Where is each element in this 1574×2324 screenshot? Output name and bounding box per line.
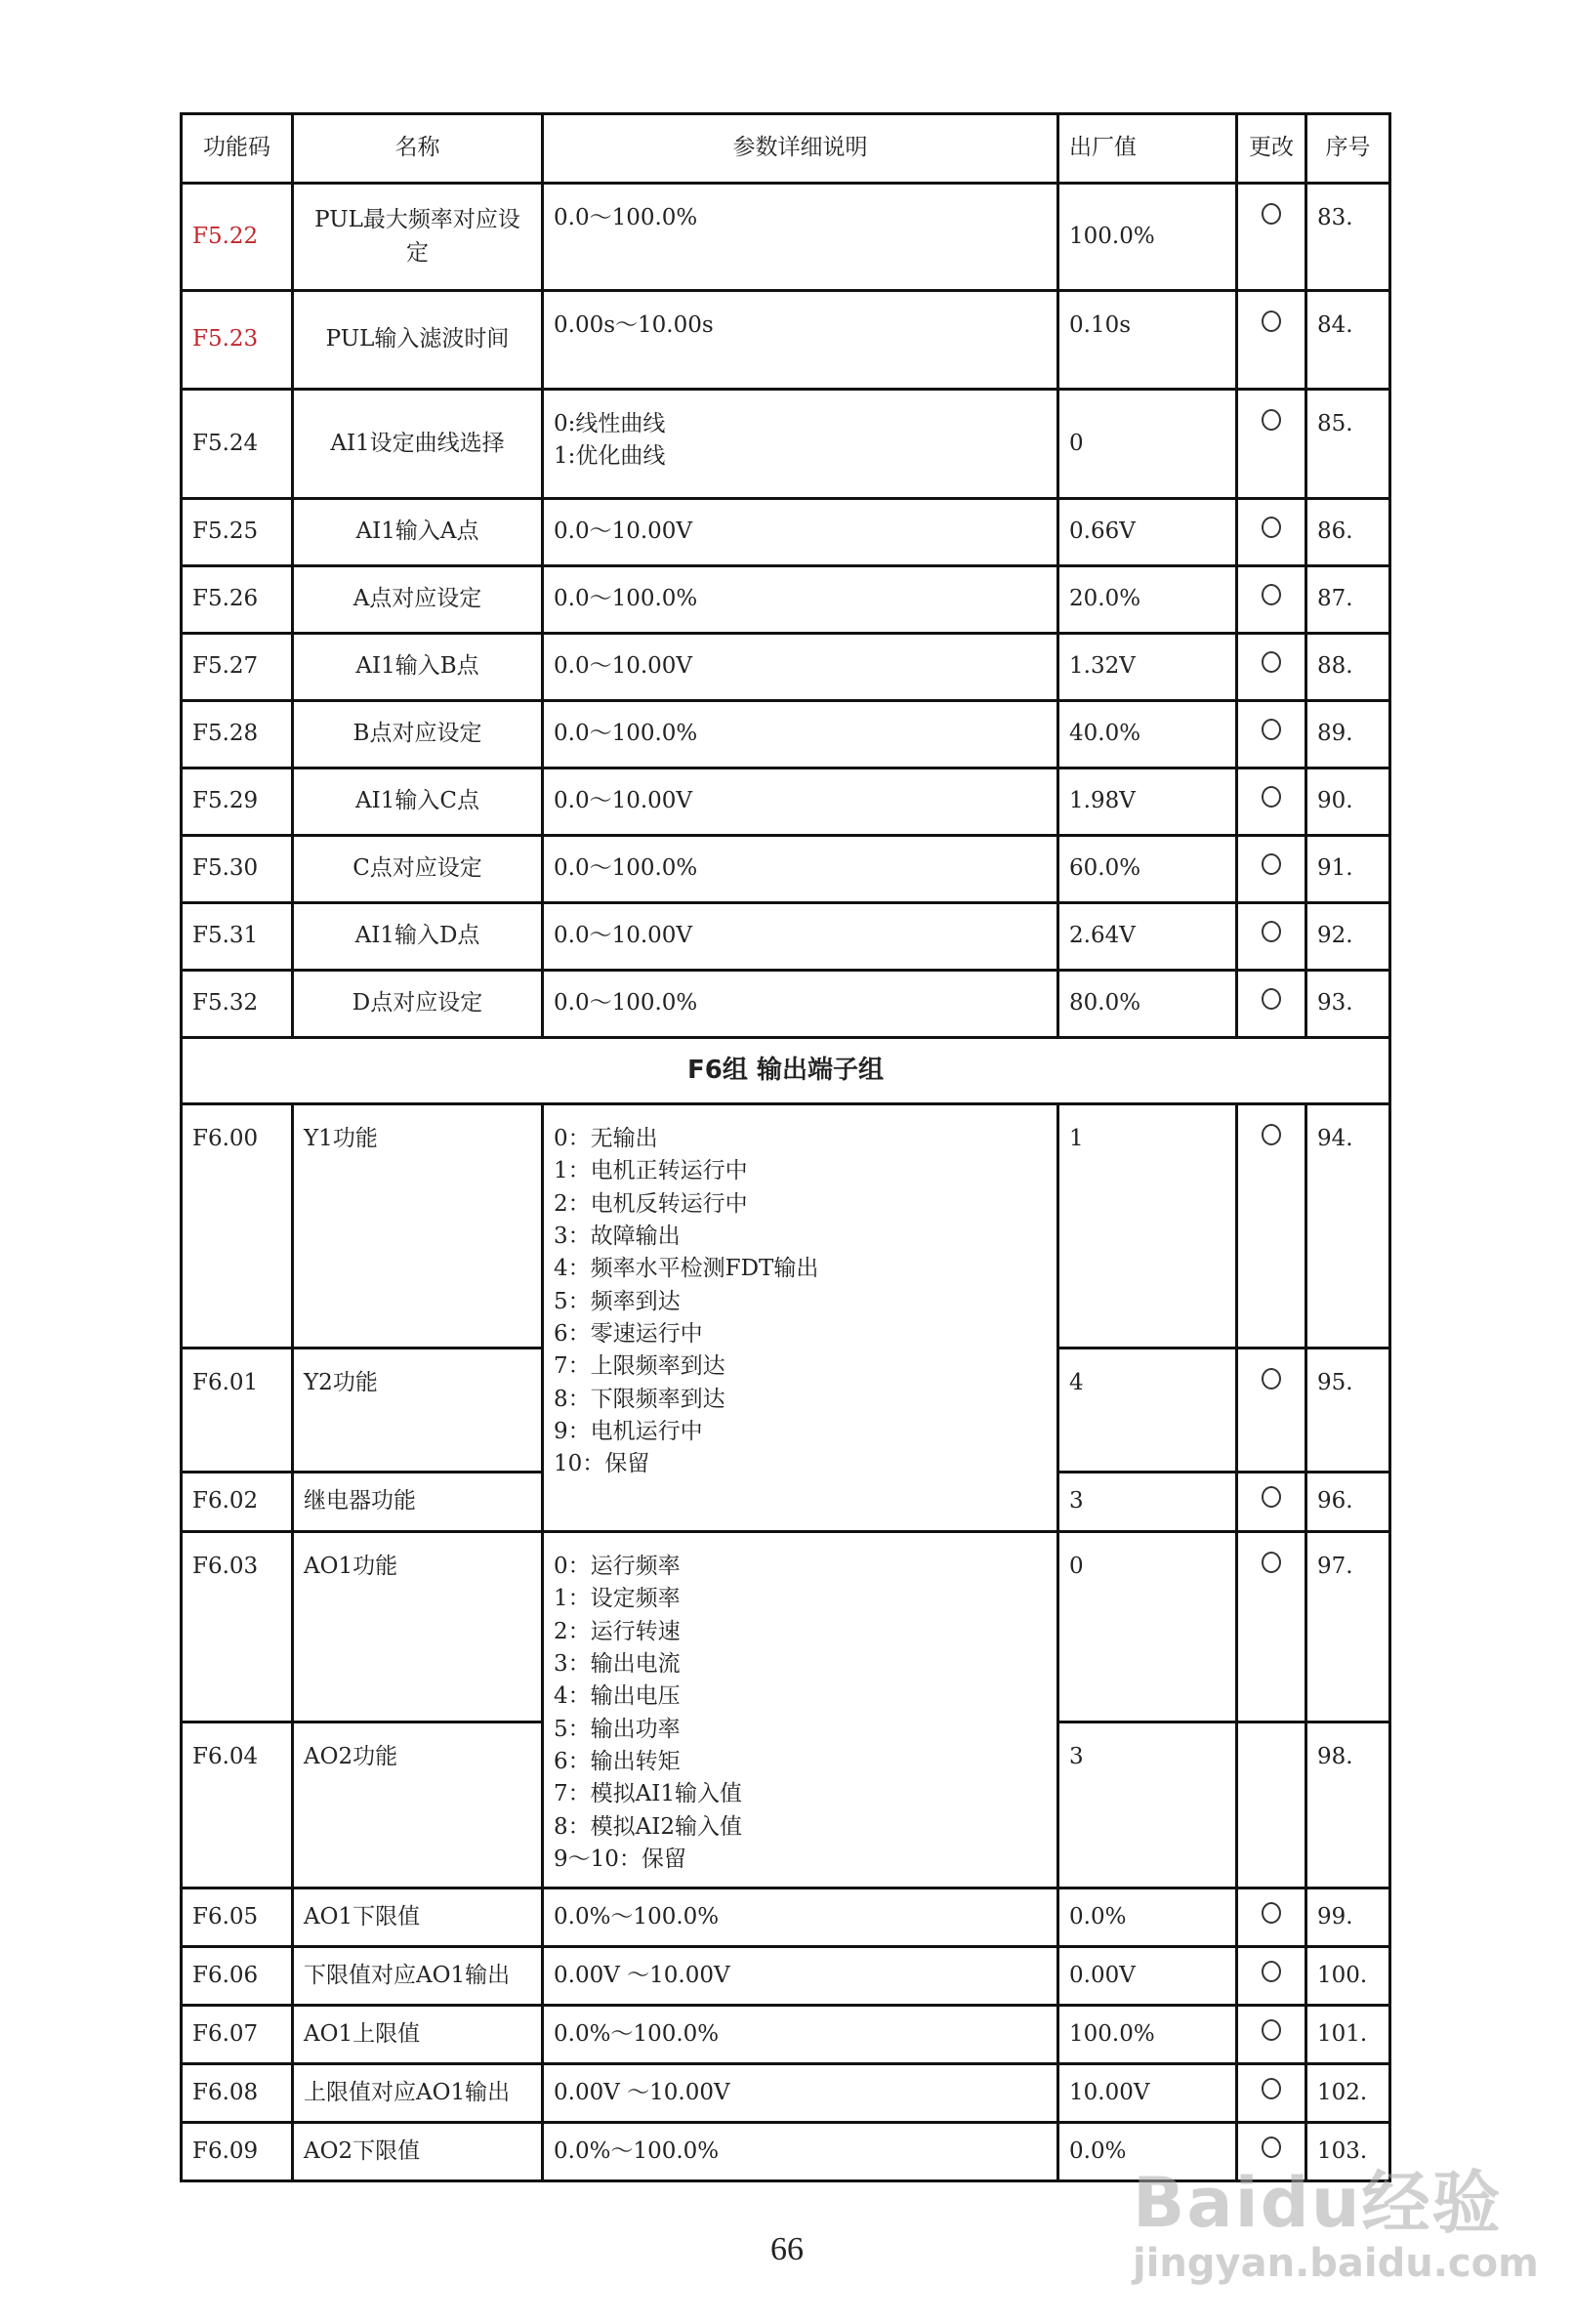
description-line: 0.00V ～10.00V xyxy=(554,1962,730,1988)
factory-default: 0.10s xyxy=(1058,291,1237,390)
function-code: F6.04 xyxy=(182,1722,293,1888)
row-index: 89. xyxy=(1306,701,1390,768)
change-indicator xyxy=(1237,1473,1306,1532)
circle-icon xyxy=(1262,1486,1281,1508)
header-index: 序号 xyxy=(1306,114,1390,184)
group-header-row xyxy=(182,1038,1390,1104)
description-line: 5：输出功率 xyxy=(554,1716,681,1742)
change-indicator xyxy=(1237,1349,1306,1473)
function-code: F5.30 xyxy=(182,836,293,903)
change-indicator xyxy=(1237,2006,1306,2064)
param-name: Y2功能 xyxy=(293,1349,543,1473)
description-line: 0：运行频率 xyxy=(554,1554,681,1579)
row-index: 100. xyxy=(1306,1947,1390,2006)
row-index: 91. xyxy=(1306,836,1390,903)
factory-default: 0.0% xyxy=(1058,1888,1237,1947)
factory-default: 40.0% xyxy=(1058,701,1237,768)
param-name: AI1输入B点 xyxy=(293,634,543,701)
group-title: F6组 输出端子组 xyxy=(182,1038,1390,1104)
param-name: B点对应设定 xyxy=(293,701,543,768)
table-row xyxy=(182,971,1390,1038)
description-line: 0.0～100.0% xyxy=(554,990,698,1017)
param-description xyxy=(543,2123,1058,2181)
description-line: 4：频率水平检测FDT输出 xyxy=(554,1256,819,1282)
function-code: F5.31 xyxy=(182,903,293,971)
param-name: D点对应设定 xyxy=(293,971,543,1038)
description-line: 0.00s～10.00s xyxy=(554,312,714,338)
function-code: F5.22 xyxy=(182,184,293,291)
description-line: 0.0～10.00V xyxy=(554,519,693,545)
function-code: F5.23 xyxy=(182,291,293,390)
factory-default: 2.64V xyxy=(1058,903,1237,971)
param-name: AO2功能 xyxy=(293,1722,543,1888)
change-indicator xyxy=(1237,634,1306,701)
param-name: Y1功能 xyxy=(293,1104,543,1349)
circle-icon xyxy=(1262,1902,1281,1924)
change-indicator xyxy=(1237,768,1306,836)
row-index: 85. xyxy=(1306,390,1390,499)
circle-icon xyxy=(1262,719,1281,740)
factory-default: 1.98V xyxy=(1058,768,1237,836)
row-index: 88. xyxy=(1306,634,1390,701)
param-description xyxy=(543,566,1058,634)
factory-default: 0.66V xyxy=(1058,499,1237,566)
row-index: 92. xyxy=(1306,903,1390,971)
change-indicator xyxy=(1237,1947,1306,2006)
factory-default: 60.0% xyxy=(1058,836,1237,903)
table-row xyxy=(182,1888,1390,1947)
factory-default: 0 xyxy=(1058,1532,1237,1722)
function-code: F6.01 xyxy=(182,1349,293,1473)
circle-icon xyxy=(1262,203,1281,225)
factory-default: 10.00V xyxy=(1058,2064,1237,2123)
param-description xyxy=(543,971,1058,1038)
factory-default: 0 xyxy=(1058,390,1237,499)
change-indicator xyxy=(1237,184,1306,291)
function-code: F5.28 xyxy=(182,701,293,768)
factory-default: 4 xyxy=(1058,1349,1237,1473)
param-name: AI1输入C点 xyxy=(293,768,543,836)
param-description xyxy=(543,836,1058,903)
row-index: 102. xyxy=(1306,2064,1390,2123)
row-index: 83. xyxy=(1306,184,1390,291)
circle-icon xyxy=(1262,921,1281,942)
description-line: 2：电机反转运行中 xyxy=(554,1190,748,1217)
circle-icon xyxy=(1262,2019,1281,2041)
change-indicator xyxy=(1237,971,1306,1038)
table-row xyxy=(182,701,1390,768)
table-row xyxy=(182,566,1390,634)
description-line: 0.00V ～10.00V xyxy=(554,2079,730,2105)
description-line: 7：上限频率到达 xyxy=(554,1353,725,1380)
function-code: F6.07 xyxy=(182,2006,293,2064)
description-line: 7：模拟AI1输入值 xyxy=(554,1781,742,1807)
description-line: 0:线性曲线 xyxy=(554,411,666,436)
circle-icon xyxy=(1262,1961,1281,1982)
function-code: F6.05 xyxy=(182,1888,293,1947)
function-code: F5.25 xyxy=(182,499,293,566)
description-line: 4：输出电压 xyxy=(554,1683,681,1710)
change-indicator xyxy=(1237,2064,1306,2123)
param-description xyxy=(543,1947,1058,2006)
change-indicator xyxy=(1237,390,1306,499)
circle-icon xyxy=(1262,1368,1281,1390)
table-row xyxy=(182,1104,1390,1349)
row-index: 87. xyxy=(1306,566,1390,634)
circle-icon xyxy=(1262,584,1281,605)
param-description xyxy=(543,291,1058,390)
description-line: 0.0%～100.0% xyxy=(554,2137,720,2164)
param-description xyxy=(543,701,1058,768)
param-name: C点对应设定 xyxy=(293,836,543,903)
function-code: F6.09 xyxy=(182,2123,293,2181)
row-index: 97. xyxy=(1306,1532,1390,1722)
description-line: 3：输出电流 xyxy=(554,1651,681,1678)
description-line: 8：下限频率到达 xyxy=(554,1386,725,1412)
function-code: F6.00 xyxy=(182,1104,293,1349)
parameter-table xyxy=(180,112,1391,2182)
param-description xyxy=(543,903,1058,971)
circle-icon xyxy=(1262,651,1281,673)
description-line: 0.0～100.0% xyxy=(554,721,698,747)
row-index: 95. xyxy=(1306,1349,1390,1473)
baidu-watermark xyxy=(1133,2148,1539,2286)
table-header-row xyxy=(182,114,1390,184)
table-row xyxy=(182,2064,1390,2123)
description-line: 0.0～10.00V xyxy=(554,653,693,680)
header-code: 功能码 xyxy=(182,114,293,184)
param-description xyxy=(543,390,1058,499)
factory-default: 1 xyxy=(1058,1104,1237,1349)
header-default: 出厂值 xyxy=(1058,114,1237,184)
change-indicator xyxy=(1237,701,1306,768)
circle-icon xyxy=(1262,409,1281,431)
factory-default: 80.0% xyxy=(1058,971,1237,1038)
row-index: 90. xyxy=(1306,768,1390,836)
param-description xyxy=(543,2064,1058,2123)
description-line: 0.0～10.00V xyxy=(554,923,693,949)
circle-icon xyxy=(1262,1552,1281,1573)
row-index: 94. xyxy=(1306,1104,1390,1349)
watermark-url: jingyan.baidu.com xyxy=(1133,2241,1539,2286)
function-code: F5.27 xyxy=(182,634,293,701)
table-row xyxy=(182,1532,1390,1722)
param-name: AO1功能 xyxy=(293,1532,543,1722)
function-code: F6.03 xyxy=(182,1532,293,1722)
description-line: 0.0～100.0% xyxy=(554,586,698,612)
param-description xyxy=(543,499,1058,566)
description-line: 9～10：保留 xyxy=(554,1847,686,1873)
change-indicator xyxy=(1237,291,1306,390)
param-name: PUL输入滤波时间 xyxy=(293,291,543,390)
description-line: 1：设定频率 xyxy=(554,1586,681,1612)
row-index: 101. xyxy=(1306,2006,1390,2064)
factory-default: 3 xyxy=(1058,1722,1237,1888)
circle-icon xyxy=(1262,311,1281,332)
function-code: F5.29 xyxy=(182,768,293,836)
param-description xyxy=(543,1104,1058,1532)
factory-default: 1.32V xyxy=(1058,634,1237,701)
function-code: F6.02 xyxy=(182,1473,293,1532)
circle-icon xyxy=(1262,853,1281,875)
circle-icon xyxy=(1262,786,1281,808)
table-row xyxy=(182,836,1390,903)
param-name: AO2下限值 xyxy=(293,2123,543,2181)
description-line: 2：运行转速 xyxy=(554,1618,681,1644)
description-line: 0.0～10.00V xyxy=(554,788,693,814)
param-description xyxy=(543,1888,1058,1947)
description-line: 0.0%～100.0% xyxy=(554,1903,720,1930)
param-name: AI1设定曲线选择 xyxy=(293,390,543,499)
description-line: 8：模拟AI2输入值 xyxy=(554,1813,742,1840)
function-code: F5.24 xyxy=(182,390,293,499)
param-description xyxy=(543,634,1058,701)
change-indicator xyxy=(1237,499,1306,566)
circle-icon xyxy=(1262,2078,1281,2099)
table-row xyxy=(182,390,1390,499)
param-name: AI1输入D点 xyxy=(293,903,543,971)
description-line: 10：保留 xyxy=(554,1451,650,1477)
param-name: AI1输入A点 xyxy=(293,499,543,566)
change-indicator xyxy=(1237,1888,1306,1947)
description-line: 0.0%～100.0% xyxy=(554,2020,720,2047)
row-index: 86. xyxy=(1306,499,1390,566)
row-index: 98. xyxy=(1306,1722,1390,1888)
param-description xyxy=(543,184,1058,291)
description-line: 0.0～100.0% xyxy=(554,855,698,882)
factory-default: 3 xyxy=(1058,1473,1237,1532)
factory-default: 100.0% xyxy=(1058,184,1237,291)
factory-default: 100.0% xyxy=(1058,2006,1237,2064)
param-name: AO1上限值 xyxy=(293,2006,543,2064)
table-row xyxy=(182,2006,1390,2064)
table-row xyxy=(182,291,1390,390)
table-row xyxy=(182,768,1390,836)
row-index: 93. xyxy=(1306,971,1390,1038)
factory-default: 0.0% xyxy=(1058,2123,1237,2181)
description-line: 1：电机正转运行中 xyxy=(554,1158,748,1184)
factory-default: 0.00V xyxy=(1058,1947,1237,2006)
table-row xyxy=(182,499,1390,566)
param-name: AO1下限值 xyxy=(293,1888,543,1947)
change-indicator xyxy=(1237,566,1306,634)
change-indicator xyxy=(1237,903,1306,971)
row-index: 99. xyxy=(1306,1888,1390,1947)
description-line: 5：频率到达 xyxy=(554,1288,681,1314)
function-code: F5.26 xyxy=(182,566,293,634)
function-code: F6.08 xyxy=(182,2064,293,2123)
row-index: 96. xyxy=(1306,1473,1390,1532)
param-name: PUL最大频率对应设定 xyxy=(293,184,543,291)
change-indicator xyxy=(1237,1532,1306,1722)
description-line: 3：故障输出 xyxy=(554,1224,681,1250)
row-index: 103. xyxy=(1306,2123,1390,2181)
description-line: 6：零速运行中 xyxy=(554,1321,703,1348)
description-line: 0：无输出 xyxy=(554,1126,658,1151)
header-desc: 参数详细说明 xyxy=(543,114,1058,184)
param-name: A点对应设定 xyxy=(293,566,543,634)
description-line: 9：电机运行中 xyxy=(554,1419,703,1445)
circle-icon xyxy=(1262,517,1281,538)
change-indicator xyxy=(1237,1104,1306,1349)
param-description xyxy=(543,768,1058,836)
table-row xyxy=(182,184,1390,291)
change-indicator xyxy=(1237,836,1306,903)
page-number: 66 xyxy=(770,2231,804,2267)
description-line: 1:优化曲线 xyxy=(554,443,666,470)
circle-icon xyxy=(1262,988,1281,1010)
param-name: 继电器功能 xyxy=(293,1473,543,1532)
param-name: 上限值对应AO1输出 xyxy=(293,2064,543,2123)
param-description xyxy=(543,1532,1058,1888)
circle-icon xyxy=(1262,1124,1281,1145)
function-code: F6.06 xyxy=(182,1947,293,2006)
factory-default: 20.0% xyxy=(1058,566,1237,634)
description-line: 6：输出转矩 xyxy=(554,1749,681,1775)
table-row xyxy=(182,634,1390,701)
header-change: 更改 xyxy=(1237,114,1306,184)
description-line: 0.0～100.0% xyxy=(554,205,698,230)
function-code: F5.32 xyxy=(182,971,293,1038)
header-name: 名称 xyxy=(293,114,543,184)
table-row xyxy=(182,1947,1390,2006)
watermark-logo: Baidu经验 xyxy=(1133,2163,1503,2243)
change-indicator xyxy=(1237,1722,1306,1888)
table-row xyxy=(182,903,1390,971)
param-name: 下限值对应AO1输出 xyxy=(293,1947,543,2006)
row-index: 84. xyxy=(1306,291,1390,390)
param-description xyxy=(543,2006,1058,2064)
